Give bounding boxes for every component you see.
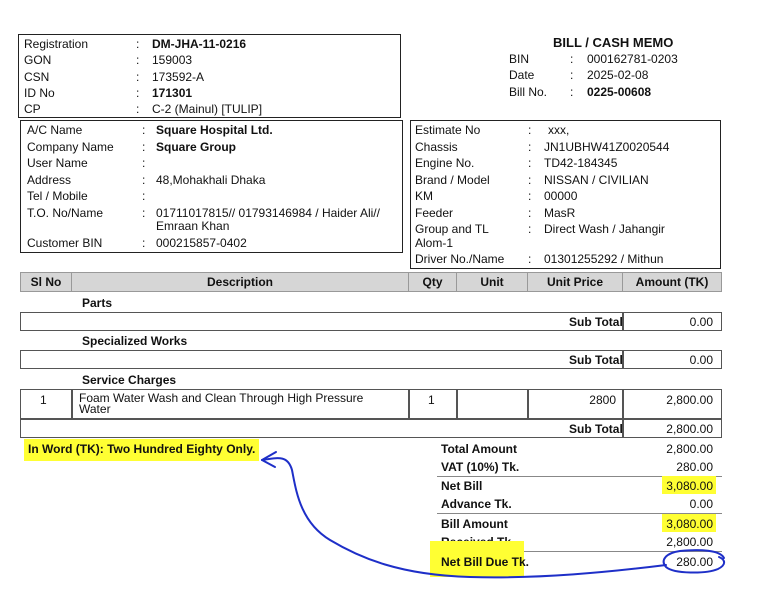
vat-value: 280.00 (676, 460, 713, 474)
ac-name-label: A/C Name (27, 123, 83, 137)
group-tl-label: Group and TL (415, 222, 489, 236)
separator: : (136, 102, 140, 116)
item-sl-no: 1 (40, 393, 47, 407)
total-amount-label: Total Amount (441, 442, 517, 456)
id-no-value: 171301 (152, 86, 193, 100)
advance-value: 0.00 (689, 497, 713, 511)
separator: : (570, 68, 574, 82)
csn-label: CSN (24, 70, 50, 84)
cell-divider (71, 389, 73, 419)
separator: : (142, 156, 146, 170)
item-amount: 2,800.00 (666, 393, 713, 407)
subtotal-label-specialized: Sub Total (569, 353, 623, 367)
feeder-value: MasR (544, 206, 576, 220)
subtotal-value-service: 2,800.00 (666, 422, 713, 436)
estimate-no-label: Estimate No (415, 123, 481, 137)
vat-label: VAT (10%) Tk. (441, 460, 520, 474)
ac-name-value: Square Hospital Ltd. (156, 123, 273, 137)
separator: : (142, 236, 146, 250)
bill-no-value: 0225-00608 (587, 85, 652, 99)
cell-divider (408, 389, 410, 419)
engine-no-value: TD42-184345 (544, 156, 618, 170)
net-bill-label: Net Bill (441, 479, 483, 493)
registration-label: Registration (24, 37, 89, 51)
date-value: 2025-02-08 (587, 68, 649, 82)
company-name-label: Company Name (27, 140, 114, 154)
separator: : (528, 173, 532, 187)
id-no-label: ID No (24, 86, 55, 100)
to-no-label: T.O. No/Name (27, 206, 104, 220)
km-value: 00000 (544, 189, 578, 203)
bin-label: BIN (509, 52, 530, 66)
gon-label: GON (24, 53, 52, 67)
chassis-value: JN1UBHW41Z0020544 (544, 140, 670, 154)
driver-value: 01301255292 / Mithun (544, 252, 664, 266)
total-amount-value: 2,800.00 (666, 442, 713, 456)
separator: : (528, 189, 532, 203)
to-no-value-cont: Emraan Khan (156, 219, 230, 233)
subtotal-label-parts: Sub Total (569, 315, 623, 329)
separator: : (528, 206, 532, 220)
csn-value: 173592-A (152, 70, 205, 84)
separator: : (528, 222, 532, 236)
separator: : (570, 85, 574, 99)
item-unit-price: 2800 (589, 393, 616, 407)
customer-bin-value: 000215857-0402 (156, 236, 247, 250)
estimate-no-value: xxx, (548, 123, 570, 137)
to-no-value: 01711017815// 01793146984 / Haider Ali// (156, 206, 380, 220)
tel-label: Tel / Mobile (27, 189, 88, 203)
advance-label: Advance Tk. (441, 497, 512, 511)
chassis-label: Chassis (415, 140, 458, 154)
col-header-unit: Unit (456, 272, 528, 292)
separator: : (142, 206, 146, 220)
user-name-label: User Name (27, 156, 88, 170)
separator: : (142, 140, 146, 154)
item-description: Foam Water Wash and Clean Through High Pressure (79, 391, 364, 405)
feeder-label: Feeder (415, 206, 454, 220)
memo-title: BILL / CASH MEMO (553, 35, 674, 50)
group-tl-value-cont: Alom-1 (415, 236, 454, 250)
item-description-cont: Water (79, 402, 111, 416)
driver-label: Driver No./Name (415, 252, 505, 266)
cp-value: C-2 (Mainul) [TULIP] (152, 102, 263, 116)
section-title-service-charges: Service Charges (82, 373, 177, 387)
col-header-unit-price: Unit Price (527, 272, 623, 292)
separator: : (528, 140, 532, 154)
col-header-description: Description (71, 272, 409, 292)
bill-amount-value: 3,080.00 (666, 517, 713, 531)
separator: : (142, 173, 146, 187)
subtotal-value-parts: 0.00 (689, 315, 713, 329)
received-value: 2,800.00 (666, 535, 713, 549)
address-label: Address (27, 173, 72, 187)
bill-amount-label: Bill Amount (441, 517, 508, 531)
subtotal-label-service: Sub Total (569, 422, 623, 436)
separator: : (136, 53, 140, 67)
gon-value: 159003 (152, 53, 193, 67)
address-value: 48,Mohakhali Dhaka (156, 173, 266, 187)
company-name-value: Square Group (156, 140, 237, 154)
separator: : (528, 252, 532, 266)
date-label: Date (509, 68, 535, 82)
col-header-qty: Qty (408, 272, 457, 292)
separator: : (528, 123, 532, 137)
in-word-amount: In Word (TK): Two Hundred Eighty Only. (24, 439, 259, 461)
section-title-specialized-works: Specialized Works (82, 334, 188, 348)
item-qty: 1 (428, 393, 435, 407)
col-header-amount: Amount (TK) (622, 272, 722, 292)
km-label: KM (415, 189, 433, 203)
group-tl-value: Direct Wash / Jahangir (544, 222, 665, 236)
separator: : (142, 189, 146, 203)
registration-value: DM-JHA-11-0216 (152, 37, 247, 51)
customer-bin-label: Customer BIN (27, 236, 103, 250)
brand-model-value: NISSAN / CIVILIAN (544, 173, 649, 187)
col-header-sl-no: Sl No (20, 272, 72, 292)
separator: : (528, 156, 532, 170)
subtotal-value-specialized: 0.00 (689, 353, 713, 367)
bin-value: 000162781-0203 (587, 52, 678, 66)
section-title-parts: Parts (82, 296, 113, 310)
cp-label: CP (24, 102, 41, 116)
separator: : (136, 86, 140, 100)
bill-no-label: Bill No. (509, 85, 548, 99)
separator: : (142, 123, 146, 137)
separator: : (136, 70, 140, 84)
brand-model-label: Brand / Model (415, 173, 490, 187)
separator: : (570, 52, 574, 66)
net-bill-due-label: Net Bill Due Tk. (441, 555, 530, 569)
net-bill-due-value: 280.00 (676, 555, 713, 569)
engine-no-label: Engine No. (415, 156, 475, 170)
cell-divider (456, 389, 458, 419)
net-bill-value: 3,080.00 (666, 479, 713, 493)
separator: : (136, 37, 140, 51)
